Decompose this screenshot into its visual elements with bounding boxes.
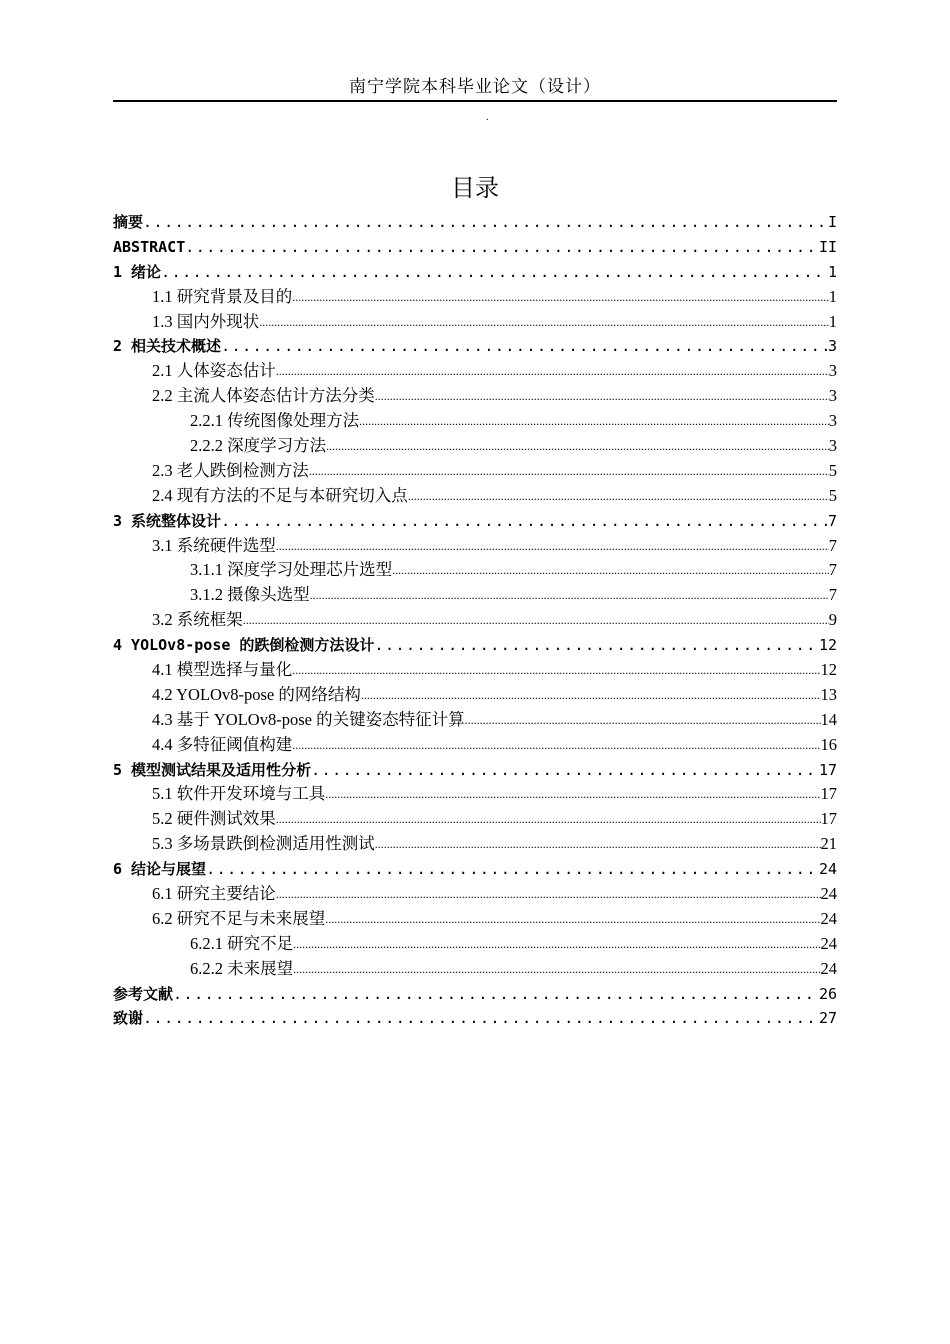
toc-dot-leader (361, 683, 821, 708)
toc-entry-page: 7 (827, 511, 837, 530)
toc-entry-page: 24 (820, 933, 837, 953)
toc-entry-label: 1.3 国内外现状 (152, 311, 260, 331)
toc-dot-leader (375, 384, 829, 409)
toc-dot-leader (243, 608, 829, 633)
toc-dot-leader (465, 708, 821, 733)
toc-entry-page: 12 (818, 636, 837, 655)
toc-dot-leader (221, 334, 828, 359)
toc-dot-leader (276, 359, 829, 384)
toc-dot-leader (143, 1006, 819, 1031)
toc-entry[interactable] (113, 534, 837, 559)
toc-title: 目录 (451, 174, 499, 202)
toc-dot-leader (276, 882, 821, 907)
toc-entry[interactable] (113, 334, 837, 359)
toc-entry-label: 6.2 研究不足与未来展望 (152, 908, 326, 928)
toc-entry-label: 4.2 YOLOv8-pose 的网络结构 (152, 684, 361, 704)
toc-dot-leader (292, 658, 820, 683)
toc-entry[interactable] (113, 982, 837, 1007)
toc-entry-label: 3.1.2 摄像头选型 (190, 585, 310, 605)
header-dot-mark: . (486, 112, 489, 123)
toc-entry-page: 1 (827, 262, 837, 281)
toc-entry[interactable] (113, 285, 837, 310)
toc-entry[interactable] (113, 235, 837, 260)
toc-entry-label: 4.1 模型选择与量化 (152, 660, 293, 680)
toc-entry-page: 13 (820, 684, 837, 704)
toc-dot-leader (206, 857, 819, 882)
toc-entry-page: 24 (820, 884, 837, 904)
toc-entry[interactable] (113, 434, 837, 459)
toc-entry-page: 26 (818, 984, 837, 1003)
toc-entry-label: 2.2.2 深度学习方法 (190, 436, 327, 455)
toc-entry-page: 3 (828, 386, 837, 406)
running-header: 南宁学院本科毕业论文（设计） (349, 77, 601, 96)
toc-entry-label: 6.1 研究主要结论 (152, 884, 276, 904)
toc-entry-label: 1.1 研究背景及目的 (152, 286, 293, 306)
toc-entry-page: 3 (828, 411, 837, 431)
toc-entry-page: 17 (820, 809, 837, 829)
toc-entry-page: 9 (828, 610, 837, 630)
toc-dot-leader (221, 509, 828, 534)
toc-dot-leader (173, 982, 819, 1007)
toc-dot-leader (185, 235, 819, 260)
toc-entry-page: 21 (820, 834, 837, 854)
toc-dot-leader (310, 583, 829, 608)
toc-entry[interactable] (113, 633, 837, 658)
toc-entry-label: 5 模型测试结果及适用性分析 (113, 760, 312, 779)
toc-entry-label: 2.3 老人跌倒检测方法 (152, 460, 309, 480)
toc-entry-label: 致谢 (113, 1009, 144, 1028)
toc-entry-label: 2.2 主流人体姿态估计方法分类 (152, 386, 375, 406)
toc-entry-page: 14 (820, 709, 837, 729)
toc-entry-page: 12 (820, 660, 837, 680)
toc-dot-leader (293, 957, 820, 982)
toc-dot-leader (292, 733, 820, 758)
toc-entry[interactable] (113, 758, 837, 783)
toc-dot-leader (259, 310, 829, 335)
toc-entry-page: 5 (828, 485, 837, 505)
toc-entry[interactable] (113, 807, 837, 832)
toc-dot-leader (326, 434, 829, 459)
toc-entry-label: 6.2.1 研究不足 (190, 933, 294, 953)
toc-entry-label: 6.2.2 未来展望 (190, 958, 294, 978)
toc-dot-leader (325, 782, 820, 807)
toc-entry-label: 3.1 系统硬件选型 (152, 535, 276, 555)
toc-entry-label: 4.3 基于 YOLOv8-pose 的关键姿态特征计算 (152, 709, 465, 729)
toc-entry[interactable] (113, 409, 837, 434)
toc-dot-leader (359, 409, 829, 434)
toc-entry-label: 5.1 软件开发环境与工具 (152, 784, 326, 804)
toc-entry-page: 3 (828, 361, 837, 381)
toc-entry-page: 24 (818, 860, 837, 879)
toc-dot-leader (276, 534, 829, 559)
toc-entry[interactable] (113, 359, 837, 384)
toc-entry-page: 7 (828, 535, 837, 555)
toc-entry[interactable] (113, 882, 837, 907)
toc-entry[interactable] (113, 583, 837, 608)
toc-entry-page: 24 (820, 958, 837, 978)
toc-entry[interactable] (113, 310, 837, 335)
toc-entry[interactable] (113, 957, 837, 982)
toc-entry-page: 17 (818, 760, 837, 779)
toc-entry[interactable] (113, 832, 837, 857)
toc-entry-page: 27 (818, 1009, 837, 1028)
toc-entry-label: 3.1.1 深度学习处理芯片选型 (190, 560, 393, 580)
toc-entry[interactable] (113, 484, 837, 509)
toc-dot-leader (311, 758, 819, 783)
toc-entry-label: 3 系统整体设计 (113, 511, 222, 530)
toc-entry-label: 1 绪论 (113, 262, 162, 281)
toc-entry[interactable] (113, 932, 837, 957)
toc-entry-label: 3.2 系统框架 (152, 610, 243, 630)
toc-entry-page: II (818, 237, 837, 256)
toc-entry[interactable] (113, 509, 837, 534)
toc-entry-page: 7 (828, 560, 837, 580)
toc-entry[interactable] (113, 733, 837, 758)
toc-entry-label: 2.1 人体姿态估计 (152, 361, 276, 381)
toc-entry[interactable] (113, 1007, 837, 1032)
toc-entry[interactable] (113, 608, 837, 633)
toc-entry-label: 2.4 现有方法的不足与本研究切入点 (152, 485, 408, 505)
toc-entry[interactable] (113, 658, 837, 683)
toc-dot-leader (375, 832, 821, 857)
toc-entry-page: 16 (820, 734, 837, 754)
toc-entry-page: 3 (828, 436, 837, 455)
toc-entry-page: 7 (828, 585, 837, 605)
toc-entry-page: 5 (828, 460, 837, 480)
toc-entry[interactable] (113, 558, 837, 583)
toc-entry-page: 1 (828, 286, 837, 306)
toc-entry-label: 5.3 多场景跌倒检测适用性测试 (152, 834, 375, 854)
toc-entry[interactable] (113, 459, 837, 484)
toc-entry-page: 24 (820, 908, 837, 928)
toc-entry[interactable] (113, 907, 837, 932)
toc-entry[interactable] (113, 210, 837, 235)
toc-dot-leader (276, 807, 821, 832)
toc-entry-label: 4 YOLOv8-pose 的跌倒检测方法设计 (113, 636, 375, 655)
toc-entry-page: I (827, 212, 837, 231)
toc-entry[interactable] (113, 260, 837, 285)
toc-entry-label: 6 结论与展望 (113, 860, 207, 879)
toc-dot-leader (392, 558, 829, 583)
header-rule (113, 100, 837, 102)
toc-entry-page: 17 (820, 784, 837, 804)
toc-dot-leader (161, 260, 828, 285)
toc-entry-label: 2.2.1 传统图像处理方法 (190, 411, 360, 431)
toc-entry-label: ABSTRACT (113, 237, 186, 256)
toc-dot-leader (293, 932, 820, 957)
toc-entry-label: 摘要 (113, 212, 144, 231)
toc-dot-leader (292, 285, 829, 310)
toc-entry-label: 2 相关技术概述 (113, 337, 222, 356)
toc-entry[interactable] (113, 683, 837, 708)
toc-entry[interactable] (113, 708, 837, 733)
toc-dot-leader (143, 210, 828, 235)
toc-entry-label: 参考文献 (113, 984, 174, 1003)
toc-dot-leader (374, 633, 819, 658)
toc-entry[interactable] (113, 384, 837, 409)
toc-dot-leader (325, 907, 820, 932)
toc-dot-leader (408, 484, 829, 509)
toc-entry-label: 5.2 硬件测试效果 (152, 809, 276, 829)
toc-entry-page: 1 (828, 311, 837, 331)
toc-dot-leader (309, 459, 829, 484)
table-of-contents (113, 210, 837, 1031)
toc-entry[interactable] (113, 857, 837, 882)
toc-entry[interactable] (113, 782, 837, 807)
toc-entry-page: 3 (827, 337, 837, 356)
toc-entry-label: 4.4 多特征阈值构建 (152, 734, 293, 754)
